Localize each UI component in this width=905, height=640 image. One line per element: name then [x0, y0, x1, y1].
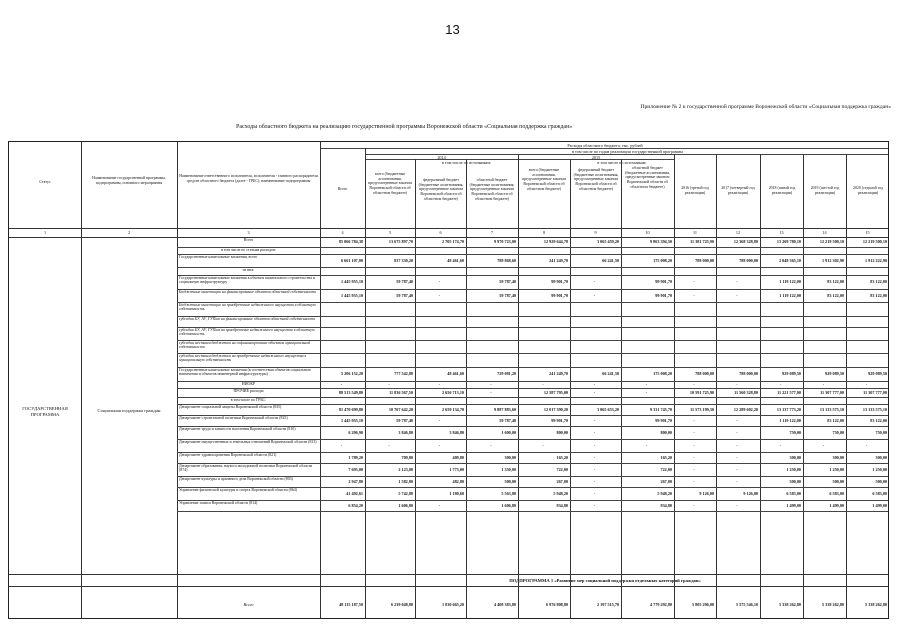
table-cell: 934,80 [660, 502, 672, 508]
table-cell: 11 381 725,90 [690, 239, 714, 244]
table-cell: - [593, 382, 596, 387]
table-cell: 99 901,70 [551, 279, 568, 284]
grid-line [320, 148, 888, 149]
row-label: из них: [242, 268, 255, 272]
header-col10: областной бюджет (бюджетные ассигнования, предусмотренные законом Воронежской области об областном бюджете) [625, 166, 670, 189]
table-cell: 48 461,60 [447, 371, 464, 376]
table-cell: - [736, 292, 738, 298]
table-cell: 9 970 723,00 [494, 239, 516, 244]
table-cell: - [593, 442, 596, 448]
column-number: 3 [247, 230, 250, 235]
table-cell: - [490, 382, 492, 387]
table-cell: - [693, 382, 695, 387]
column-number: 15 [865, 230, 870, 235]
table-cell: 241 249,70 [549, 257, 568, 263]
table-cell: 12 929 644,78 [543, 239, 568, 244]
header-col7: областной бюджет (бюджетные ассигнования, предусмотренные законом Воронежской области об областном бюджете) [469, 178, 515, 201]
table-cell: 41 492,61 [346, 490, 363, 496]
total-cell: 5 338 262,80 [822, 602, 844, 607]
total-cell: 4 408 383,80 [494, 602, 516, 607]
table-cell: 788 868,60 [497, 257, 516, 263]
header-total: Всего [337, 187, 348, 191]
table-cell: - [438, 292, 441, 298]
row-label: Департамент социальной защиты Воронежской области (835) [179, 405, 282, 409]
row-label: Государственные капитальные вложения (в соответствии объектов социального назначения и объектов инженерной инфраструктуры) [179, 368, 312, 377]
header-year-2015: 2015 [591, 155, 601, 160]
table-cell: 500,00 [789, 478, 801, 484]
total-cell: 5 805 296,00 [692, 602, 714, 607]
header-col8: всего (бюджетные ассигнования, предусмотренные законом Воронежской области об областном бюджете) [522, 168, 566, 191]
table-cell: - [693, 442, 695, 448]
grid-line [9, 586, 888, 587]
table-cell: - [593, 429, 596, 435]
row-label: субсидии БУ, АУ, ГУПам на финансирование объектов областной собственности [179, 317, 316, 321]
table-cell: 1 445 955,10 [341, 417, 363, 423]
table-cell: 788 000,00 [739, 371, 758, 376]
table-cell: - [593, 466, 596, 472]
table-cell: 2 947,80 [348, 478, 363, 484]
table-cell: 99 901,70 [655, 417, 672, 423]
table-cell: 99 901,70 [655, 292, 672, 298]
table-cell: 3 846,80 [449, 429, 464, 435]
table-cell: - [822, 382, 825, 387]
grid-line [9, 574, 888, 575]
table-cell: 1 499,00 [829, 502, 844, 508]
table-cell: 1 119 122,00 [779, 279, 801, 284]
table-cell: - [693, 292, 695, 298]
table-cell: 500,00 [875, 478, 887, 484]
table-cell: 99 901,70 [551, 417, 568, 423]
table-cell: 165,20 [556, 454, 568, 460]
total-cell: 6 239 048,80 [391, 602, 413, 607]
table-cell: - [736, 478, 738, 484]
table-cell: 165,20 [660, 454, 672, 460]
column-number: 10 [645, 230, 650, 235]
row-label: в том числе по статьям расходов: [221, 248, 276, 252]
table-cell: 500,00 [832, 478, 844, 484]
table-cell: 12 219 500,10 [819, 239, 844, 244]
table-cell: - [736, 442, 738, 448]
table-cell: 2 048 365,10 [779, 257, 801, 263]
table-cell: - [490, 442, 492, 448]
total-cell: 48 115 187,50 [339, 602, 363, 607]
row-label: НИОКР [241, 382, 256, 386]
table-cell: 750,00 [832, 429, 844, 435]
table-cell: - [593, 389, 596, 395]
table-cell: 837 330,20 [394, 257, 413, 263]
table-cell: 5 948,20 [657, 490, 672, 496]
table-cell: 1 445 955,10 [341, 292, 363, 298]
table-cell: - [438, 502, 441, 508]
table-cell: 59 787,40 [499, 292, 516, 298]
table-cell: - [438, 279, 441, 284]
table-cell: 11 573 199,30 [690, 406, 714, 412]
status-cell: ГОСУДАРСТВЕННАЯ ПРОГРАММА [22, 406, 68, 417]
table-cell: 750,00 [789, 429, 801, 435]
table-cell: 1 250,00 [786, 466, 801, 472]
table-cell: 13 269 780,10 [776, 239, 801, 244]
column-number: 11 [692, 230, 698, 235]
header-col9: федеральный бюджет (бюджетные ассигнования, предусмотренные законом Воронежской области об областном бюджете) [573, 168, 619, 191]
table-cell: 6 854,20 [348, 502, 363, 508]
table-cell: 10 767 642,20 [388, 406, 413, 412]
table-cell: - [438, 382, 441, 387]
table-cell: 2 659 134,70 [442, 406, 464, 412]
table-cell: 6 583,00 [829, 490, 844, 496]
table-cell: 7 695,00 [348, 466, 363, 472]
table-cell: 12 219 500,10 [862, 239, 887, 244]
table-cell: 1 180,60 [449, 490, 464, 496]
row-label: Департамент имущественных и земельных отношений Воронежской области (813) [179, 440, 317, 444]
table-cell: - [693, 454, 695, 460]
table-cell: 12 289 602,20 [733, 406, 758, 412]
total-cell: 5 338 262,80 [865, 602, 887, 607]
table-cell: 409,80 [452, 454, 464, 460]
table-cell: 482,80 [452, 478, 464, 484]
row-label: Департамент образования, науки и молодежной политики Воронежской области (874) [179, 464, 313, 473]
header-col13: 2018 (пятый год реализации) [768, 186, 796, 195]
table-cell: - [340, 442, 343, 448]
table-cell: 3 846,80 [398, 429, 413, 435]
table-cell: 59 787,40 [396, 292, 413, 298]
table-cell: 12 368 328,80 [733, 239, 758, 244]
column-number: 4 [341, 230, 344, 235]
row-label: Департамент строительной политики Воронежской области (825) [179, 416, 288, 420]
table-cell: - [645, 382, 648, 387]
table-cell: - [865, 442, 868, 448]
table-cell: 300,00 [504, 454, 516, 460]
row-label: Всего [243, 238, 254, 242]
grid-line [9, 237, 888, 238]
row-label: субсидии местным бюджетам на софинансирование объектов муниципальной собственности [179, 341, 311, 350]
table-cell: - [438, 442, 441, 448]
table-cell: - [736, 429, 738, 435]
document-title: Расходы областного бюджета на реализацию государственной программы Воронежской области «Социальная поддержка граждан» [236, 124, 573, 130]
table-cell: 13 675 897,70 [388, 239, 413, 244]
table-cell: - [693, 279, 695, 284]
column-number: 7 [490, 230, 494, 235]
table-cell: 300,00 [875, 454, 887, 460]
table-cell: 10 591 725,90 [689, 389, 714, 395]
table-cell: 11 221 577,00 [777, 389, 801, 395]
total-cell: 4 779 292,80 [650, 602, 672, 607]
grid-line [177, 511, 888, 512]
total-row-label: Всего [243, 602, 254, 607]
table-cell: - [693, 502, 695, 508]
table-cell: 1 773,00 [449, 466, 464, 472]
table-cell: - [593, 502, 596, 508]
table-cell: - [593, 454, 596, 460]
table-cell: - [736, 502, 738, 508]
column-number: 5 [388, 230, 392, 235]
column-number: 9 [594, 230, 597, 235]
row-label: Департамент здравоохранения Воронежской области (821) [179, 453, 277, 457]
table-cell: 83 122,00 [827, 417, 844, 423]
table-cell: 1 445 955,10 [341, 279, 363, 284]
table-cell: - [736, 279, 738, 284]
table-cell: 9 126,00 [743, 490, 758, 496]
table-cell: 800,00 [556, 429, 568, 435]
table-cell: - [593, 279, 596, 284]
table-cell: 83 122,00 [870, 279, 887, 284]
table-cell: 83 122,00 [827, 279, 844, 284]
table-cell: - [593, 478, 596, 484]
table-cell: - [593, 292, 596, 298]
table-cell: 934,80 [556, 502, 568, 508]
header-program-name: Наименование государственной программы, подпрограммы, основного мероприятия [92, 176, 166, 185]
column-number: 2 [127, 230, 131, 235]
table-cell: 175 008,20 [653, 371, 672, 376]
table-cell: 1 789,20 [348, 454, 363, 460]
table-cell: 9 887 883,60 [494, 406, 516, 412]
table-cell: 12 587 795,00 [543, 389, 568, 395]
table-cell: 13 133 575,10 [862, 406, 887, 412]
table-cell: - [340, 382, 343, 387]
table-cell: 85 066 784,38 [338, 239, 363, 244]
program-cell: Социальная поддержка граждан [97, 408, 161, 413]
grid-line [81, 142, 82, 618]
table-cell: 13 137 773,20 [776, 406, 801, 412]
table-cell: 99 901,70 [655, 279, 672, 284]
table-cell: 1 119 122,00 [779, 292, 801, 298]
table-cell: 777 542,80 [394, 371, 413, 376]
header-incl-2015: в том числе по источникам: [597, 160, 647, 165]
header-col11: 2016 (третий год реализации) [681, 186, 709, 195]
table-cell: - [736, 417, 738, 423]
table-cell: 929 089,50 [782, 371, 801, 376]
table-cell: 2 656 713,10 [442, 389, 464, 395]
table-cell: - [438, 417, 441, 423]
table-cell: 83 122,00 [827, 292, 844, 298]
appendix-caption: Приложение № 2 к государственной программе Воронежской области «Социальная поддержка граждан» [640, 104, 891, 110]
column-number: 14 [822, 230, 827, 235]
row-label: Бюджетные инвестиции на приобретение недвижимого имущества в областную собственность [179, 303, 316, 312]
row-label: Государственные капитальные вложения в объекты капитального строительства и социальную инфраструктуру [179, 276, 316, 285]
total-cell: 5 338 262,80 [779, 602, 801, 607]
table-cell: 66 241,50 [602, 371, 619, 376]
column-number: 1 [43, 230, 47, 235]
table-cell: - [593, 490, 596, 496]
column-number: 13 [779, 230, 784, 235]
total-cell: 5 575 546,10 [736, 602, 758, 607]
table-cell: 2 123,00 [398, 466, 413, 472]
total-cell: 1 830 665,20 [442, 602, 464, 607]
row-label: Департамент труда и занятости населения Воронежской области (810) [179, 427, 296, 431]
header-col5: всего (бюджетные ассигнования, предусмотренные законом Воронежской области об областном бюджете) [368, 172, 412, 195]
table-cell: 59 787,40 [499, 279, 516, 284]
table-cell: 709,80 [401, 454, 413, 460]
row-label: Государственные капитальные вложения, всего [179, 255, 258, 259]
table-cell: 1 912 222,90 [865, 257, 887, 263]
table-cell: - [693, 417, 695, 423]
table-cell: 267,00 [556, 478, 568, 484]
table-cell: - [645, 442, 648, 448]
table-cell: 729 081,20 [497, 371, 516, 376]
column-number: 12 [735, 230, 741, 235]
header-col14: 2019 (шестой год реализации) [810, 186, 840, 195]
row-label: Управление физической культуры и спорта Воронежской области (864) [179, 488, 298, 492]
table-cell: 750,00 [875, 429, 887, 435]
row-label: Управление записи Воронежской области (814) [179, 501, 258, 505]
table-cell: - [736, 382, 738, 387]
table-cell: 1 606,80 [501, 502, 516, 508]
header-status: Статус [39, 180, 51, 184]
header-incl-2014: в том числе по источникам: [441, 160, 492, 165]
table-cell: 11 836 567,50 [389, 389, 413, 395]
table-cell: 175 008,20 [653, 257, 672, 263]
row-label: субсидии местным бюджетам на приобретение недвижимого имущества в муниципальную собственность [179, 354, 307, 363]
table-cell: 99 901,70 [551, 292, 568, 298]
table-cell: - [736, 466, 738, 472]
table-cell: 1 499,00 [872, 502, 887, 508]
page-number: 13 [445, 22, 460, 37]
header-year-2014: 2014 [437, 155, 446, 160]
table-cell: 1 250,00 [829, 466, 844, 472]
subprogram-title: ПОДПРОГРАММА 1 «Развитие мер социальной поддержки отдельных категорий граждан» [509, 578, 701, 583]
table-cell: 788 000,00 [695, 257, 714, 263]
table-cell: 1 350,00 [501, 466, 516, 472]
table-cell: 11 307 777,00 [820, 389, 844, 395]
table-cell: - [779, 442, 782, 448]
table-cell: 6 583,00 [786, 490, 801, 496]
table-cell: 300,00 [832, 454, 844, 460]
row-label: Департамент культуры и архивного дела Воронежской области (803) [179, 477, 293, 481]
total-cell: 6 976 808,80 [546, 602, 568, 607]
row-label: ПРОЧИЕ расходы [233, 389, 264, 393]
table-cell: 3 065 459,20 [597, 239, 619, 244]
table-cell: 6 661 107,00 [341, 257, 363, 263]
grid-line [320, 142, 321, 618]
total-cell: 2 197 515,70 [597, 602, 619, 607]
table-cell: 59 787,40 [499, 417, 516, 423]
table-cell: 59 787,40 [396, 279, 413, 284]
header-col15: 2020 (седьмой год реализации) [852, 186, 884, 195]
table-cell: 11 560 328,80 [734, 389, 758, 395]
table-cell: 5 742,80 [398, 490, 413, 496]
table-cell: 12 017 390,20 [543, 406, 568, 412]
table-cell: 300,00 [789, 454, 801, 460]
header-col6: федеральный бюджет (бюджетные ассигнования, предусмотренные законом Воронежской области об областном бюджете) [418, 178, 464, 201]
table-cell: 83 122,00 [870, 292, 887, 298]
table-cell: - [736, 454, 738, 460]
header-grbs: Наименование ответственного исполнителя, исполнителя - главного распорядителя средств областного бюджета (далее - ГРБС), наименование подпрограммы [179, 174, 318, 183]
expense-table [8, 141, 889, 619]
table-cell: 48 461,60 [447, 257, 464, 263]
table-cell: - [779, 382, 782, 387]
table-cell: 13 133 575,10 [819, 406, 844, 412]
table-cell: 1 499,00 [786, 502, 801, 508]
table-cell: - [388, 442, 390, 448]
table-cell: 788 000,00 [695, 371, 714, 376]
table-cell: 6 296,90 [348, 429, 363, 435]
row-label: субсидии БУ, АУ, ГУПам на приобретение недвижимого имущества в областную собственность [179, 328, 315, 337]
table-cell: 1 582,80 [398, 478, 413, 484]
table-cell: 1 250,00 [872, 466, 887, 472]
table-cell: 241 249,70 [549, 371, 568, 376]
table-cell: - [542, 442, 544, 448]
table-cell: - [490, 389, 492, 395]
column-number: 6 [439, 230, 442, 235]
grid-line [365, 154, 888, 155]
table-cell: 88 513 549,80 [338, 389, 363, 395]
table-cell: - [693, 478, 695, 484]
table-cell: 1 912 302,90 [822, 257, 844, 263]
table-cell: - [388, 382, 390, 387]
row-label: в том числе по ГРБС: [230, 398, 267, 402]
table-cell: 9 863 394,50 [650, 239, 672, 244]
grid-line [177, 142, 178, 618]
table-cell: 267,00 [660, 478, 672, 484]
table-cell: 5 206 152,20 [341, 371, 363, 376]
table-cell: 9 126,00 [699, 490, 714, 496]
table-cell: 11 307 777,00 [863, 389, 887, 395]
table-cell: 788 000,00 [739, 257, 758, 263]
table-cell: - [593, 417, 596, 423]
row-label: Бюджетные инвестиции на финансирование объектов областной собственности [179, 290, 317, 294]
header-col12: 2017 (четвертый год реализации) [721, 186, 755, 195]
header-expenses: Расходы областного бюджета, тыс. рублей [567, 143, 643, 148]
table-cell: 1 606,80 [398, 502, 413, 508]
table-cell: 81 470 699,80 [338, 406, 363, 412]
table-cell: - [822, 442, 825, 448]
table-cell: 3 065 653,20 [597, 406, 619, 412]
table-cell: 83 122,00 [870, 417, 887, 423]
grid-line [365, 159, 674, 160]
table-cell: 1 600,00 [501, 429, 516, 435]
table-cell: - [693, 429, 695, 435]
table-cell: 5 948,20 [553, 490, 568, 496]
table-cell: 5 563,80 [501, 490, 516, 496]
table-cell: 722,00 [556, 466, 568, 472]
table-cell: 800,00 [660, 429, 672, 435]
table-cell: 1 119 122,00 [779, 417, 801, 423]
table-cell: - [542, 382, 544, 387]
table-cell: 500,00 [504, 478, 516, 484]
header-by-years: в том числе по годам реализации государственной программы [572, 149, 683, 154]
column-number: 8 [542, 230, 546, 235]
table-cell: 66 241,50 [602, 257, 619, 263]
table-cell: - [645, 389, 648, 395]
table-cell: 6 583,00 [872, 490, 887, 496]
table-cell: - [865, 382, 868, 387]
grid-line [9, 228, 888, 229]
table-cell: 9 331 745,70 [650, 406, 672, 412]
table-cell: 2 705 174,70 [442, 239, 464, 244]
table-cell: 929 089,50 [825, 371, 844, 376]
table-cell: 929 089,50 [868, 371, 887, 376]
table-cell: 59 787,40 [396, 417, 413, 423]
table-cell: - [693, 466, 695, 472]
table-cell: 722,00 [660, 466, 672, 472]
